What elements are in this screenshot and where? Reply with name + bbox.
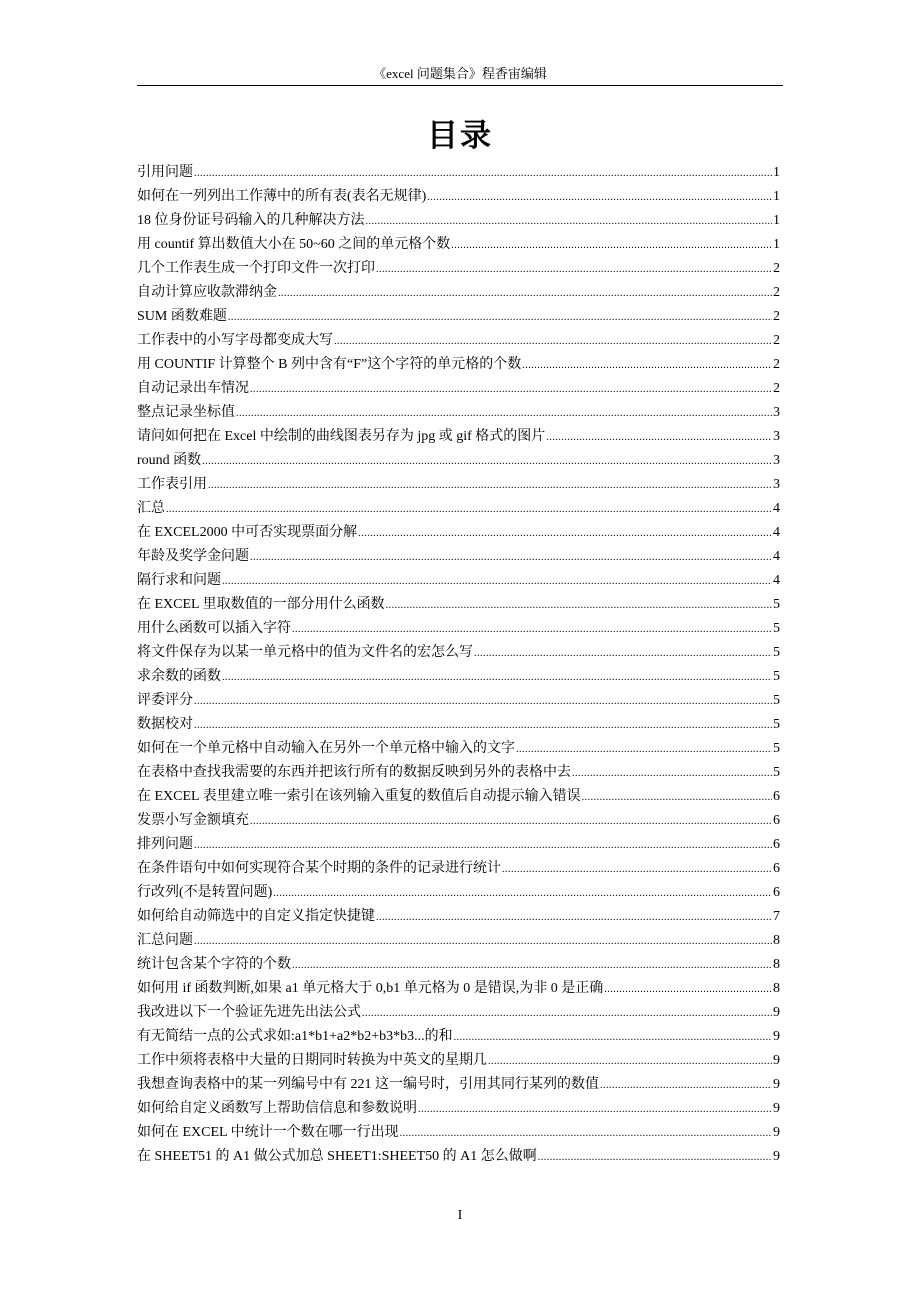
toc-dot-leader [194, 162, 772, 185]
toc-entry-title: 行改列(不是转置问题) [137, 885, 273, 900]
toc-entry-title: 用 COUNTIF 计算整个 B 列中含有“F”这个字符的单元格的个数 [137, 357, 522, 372]
toc-entry-title: 18 位身份证号码输入的几种解决方法 [137, 213, 365, 228]
toc-entry-title: 如何给自定义函数写上帮助信信息和参数说明 [137, 1101, 417, 1116]
toc-entry-page: 6 [773, 885, 780, 900]
toc-dot-leader [427, 186, 772, 209]
toc-entry-page: 6 [773, 789, 780, 804]
toc-entry-title: round 函数 [137, 453, 202, 468]
toc-entry-page: 9 [773, 1029, 780, 1044]
toc-entry-page: 4 [773, 549, 780, 564]
toc-entry[interactable] [137, 977, 780, 1001]
toc-entry[interactable] [137, 329, 780, 353]
toc-entry[interactable] [137, 737, 780, 761]
toc-entry[interactable] [137, 305, 780, 329]
toc-entry[interactable] [137, 449, 780, 473]
toc-entry[interactable] [137, 161, 780, 185]
toc-dot-leader [202, 450, 772, 473]
toc-dot-leader [386, 594, 772, 617]
toc-entry-title: 用 countif 算出数值大小在 50~60 之间的单元格个数 [137, 237, 451, 252]
toc-entry-title: 工作表中的小写字母都变成大写 [137, 333, 333, 348]
table-of-contents [137, 161, 780, 1169]
toc-dot-leader [400, 1122, 772, 1145]
toc-entry-title: 工作中须将表格中大量的日期同时转换为中英文的星期几 [137, 1053, 487, 1068]
toc-entry-page: 2 [773, 333, 780, 348]
toc-entry[interactable] [137, 473, 780, 497]
toc-dot-leader [228, 306, 772, 329]
toc-entry-page: 3 [773, 405, 780, 420]
toc-dot-leader [418, 1098, 772, 1121]
toc-dot-leader [166, 498, 772, 521]
toc-entry-title: 评委评分 [137, 693, 193, 708]
toc-entry-page: 8 [773, 933, 780, 948]
toc-entry[interactable] [137, 929, 780, 953]
toc-dot-leader [208, 474, 772, 497]
toc-entry-page: 5 [773, 597, 780, 612]
toc-dot-leader [273, 882, 772, 905]
toc-entry-title: 统计包含某个字符的个数 [137, 957, 291, 972]
toc-entry-title: 如何给自动筛选中的自定义指定快捷键 [137, 909, 375, 924]
toc-entry[interactable] [137, 665, 780, 689]
toc-entry-page: 9 [773, 1077, 780, 1092]
toc-entry-title: 在条件语句中如何实现符合某个时期的条件的记录进行统计 [137, 861, 501, 876]
toc-entry[interactable] [137, 1001, 780, 1025]
toc-dot-leader [600, 1074, 772, 1097]
toc-dot-leader [358, 522, 772, 545]
toc-dot-leader [250, 546, 772, 569]
toc-entry[interactable] [137, 1121, 780, 1145]
toc-entry-page: 2 [773, 357, 780, 372]
toc-dot-leader [292, 618, 772, 641]
toc-entry-page: 8 [773, 957, 780, 972]
toc-entry-page: 4 [773, 573, 780, 588]
toc-entry-page: 5 [773, 717, 780, 732]
toc-entry-title: 汇总问题 [137, 933, 193, 948]
toc-dot-leader [194, 690, 772, 713]
toc-entry[interactable] [137, 593, 780, 617]
footer-page-number: I [457, 1208, 463, 1223]
toc-entry-page: 3 [773, 477, 780, 492]
toc-entry[interactable] [137, 1145, 780, 1169]
toc-entry-title: 如何用 if 函数判断,如果 a1 单元格大于 0,b1 单元格为 0 是错误,为非 0 是正确 [137, 981, 604, 996]
running-header: 《excel 问题集合》程香宙编辑 [373, 66, 547, 81]
toc-dot-leader [366, 210, 773, 233]
toc-dot-leader [362, 1002, 772, 1025]
toc-entry-page: 6 [773, 813, 780, 828]
toc-entry-title: 发票小写金额填充 [137, 813, 249, 828]
toc-dot-leader [582, 786, 772, 809]
toc-entry[interactable] [137, 257, 780, 281]
toc-dot-leader [250, 810, 772, 833]
toc-entry[interactable] [137, 233, 780, 257]
toc-entry-title: 引用问题 [137, 165, 193, 180]
toc-entry-page: 1 [773, 213, 780, 228]
toc-entry-page: 8 [773, 981, 780, 996]
toc-entry-page: 1 [773, 237, 780, 252]
toc-entry-page: 9 [773, 1125, 780, 1140]
page-title: 目录 [427, 118, 493, 153]
toc-entry-page: 3 [773, 453, 780, 468]
toc-entry-page: 5 [773, 669, 780, 684]
toc-entry[interactable] [137, 809, 780, 833]
toc-dot-leader [474, 642, 772, 665]
toc-entry-page: 5 [773, 765, 780, 780]
toc-dot-leader [502, 858, 772, 881]
toc-entry[interactable] [137, 353, 780, 377]
toc-dot-leader [194, 834, 772, 857]
toc-entry[interactable] [137, 425, 780, 449]
toc-entry[interactable] [137, 857, 780, 881]
toc-entry[interactable] [137, 185, 780, 209]
toc-entry[interactable] [137, 833, 780, 857]
toc-entry-page: 7 [773, 909, 780, 924]
toc-entry-title: 有无简结一点的公式求如:a1*b1+a2*b2+b3*b3...的和 [137, 1029, 453, 1044]
toc-entry[interactable] [137, 521, 780, 545]
toc-entry-title: 排列问题 [137, 837, 193, 852]
toc-dot-leader [250, 378, 772, 401]
toc-entry-title: 隔行求和问题 [137, 573, 221, 588]
toc-entry-title: 几个工作表生成一个打印文件一次打印 [137, 261, 375, 276]
toc-entry[interactable] [137, 617, 780, 641]
toc-entry-title: 在 EXCEL 表里建立唯一索引在该列输入重复的数值后自动提示输入错误 [137, 789, 581, 804]
toc-entry[interactable] [137, 281, 780, 305]
toc-entry-page: 6 [773, 861, 780, 876]
toc-entry-title: 将文件保存为以某一单元格中的值为文件名的宏怎么写 [137, 645, 473, 660]
toc-entry-title: 在 SHEET51 的 A1 做公式加总 SHEET1:SHEET50 的 A1 怎么做啊 [137, 1149, 537, 1164]
toc-dot-leader [451, 234, 772, 257]
toc-dot-leader [572, 762, 772, 785]
toc-entry-title: 在 EXCEL2000 中可否实现票面分解 [137, 525, 358, 540]
toc-entry-page: 2 [773, 285, 780, 300]
toc-entry-page: 1 [773, 165, 780, 180]
toc-dot-leader [522, 354, 772, 377]
toc-dot-leader [222, 570, 772, 593]
toc-dot-leader [538, 1146, 772, 1169]
toc-entry[interactable] [137, 881, 780, 905]
toc-entry-title: SUM 函数难题 [137, 309, 227, 324]
toc-entry-title: 自动计算应收款滞纳金 [137, 285, 277, 300]
toc-entry[interactable] [137, 905, 780, 929]
toc-dot-leader [376, 906, 772, 929]
toc-dot-leader [334, 330, 772, 353]
toc-entry-title: 工作表引用 [137, 477, 207, 492]
toc-entry[interactable] [137, 545, 780, 569]
toc-dot-leader [222, 666, 772, 689]
toc-dot-leader [376, 258, 772, 281]
toc-entry-title: 数据校对 [137, 717, 193, 732]
toc-entry-title: 用什么函数可以插入字符 [137, 621, 291, 636]
toc-entry[interactable] [137, 1049, 780, 1073]
toc-entry[interactable] [137, 377, 780, 401]
toc-entry[interactable] [137, 1025, 780, 1049]
toc-entry-page: 9 [773, 1005, 780, 1020]
header-rule [137, 85, 783, 86]
toc-entry[interactable] [137, 689, 780, 713]
toc-entry-page: 9 [773, 1053, 780, 1068]
toc-entry[interactable] [137, 1073, 780, 1097]
toc-entry[interactable] [137, 569, 780, 593]
toc-dot-leader [236, 402, 772, 425]
toc-dot-leader [546, 426, 772, 449]
toc-entry[interactable] [137, 401, 780, 425]
toc-dot-leader [278, 282, 772, 305]
toc-entry-page: 4 [773, 525, 780, 540]
toc-entry-page: 9 [773, 1101, 780, 1116]
toc-dot-leader [194, 714, 772, 737]
toc-entry-page: 2 [773, 261, 780, 276]
toc-entry[interactable] [137, 785, 780, 809]
toc-entry-page: 5 [773, 621, 780, 636]
toc-entry-page: 6 [773, 837, 780, 852]
toc-entry-page: 9 [773, 1149, 780, 1164]
toc-entry-title: 汇总 [137, 501, 165, 516]
toc-entry-page: 5 [773, 741, 780, 756]
toc-entry[interactable] [137, 209, 780, 233]
toc-entry[interactable] [137, 497, 780, 521]
toc-entry-title: 我想查询表格中的某一列编号中有 221 这一编号时，引用其同行某列的数值 [137, 1077, 599, 1092]
toc-entry[interactable] [137, 953, 780, 977]
toc-entry-page: 3 [773, 429, 780, 444]
toc-entry-title: 如何在一列列出工作薄中的所有表(表名无规律) [137, 189, 427, 204]
toc-entry-title: 请问如何把在 Excel 中绘制的曲线图表另存为 jpg 或 gif 格式的图片 [137, 429, 546, 444]
toc-entry[interactable] [137, 713, 780, 737]
toc-entry[interactable] [137, 761, 780, 785]
toc-entry-page: 5 [773, 693, 780, 708]
toc-dot-leader [194, 930, 772, 953]
toc-entry-page: 1 [773, 189, 780, 204]
toc-dot-leader [516, 738, 772, 761]
toc-entry[interactable] [137, 641, 780, 665]
toc-entry-title: 整点记录坐标值 [137, 405, 235, 420]
toc-entry-title: 我改进以下一个验证先进先出法公式 [137, 1005, 361, 1020]
toc-entry-title: 在 EXCEL 里取数值的一部分用什么函数 [137, 597, 385, 612]
toc-entry-page: 5 [773, 645, 780, 660]
toc-entry-page: 4 [773, 501, 780, 516]
toc-entry-title: 在表格中查找我需要的东西并把该行所有的数据反映到另外的表格中去 [137, 765, 571, 780]
toc-dot-leader [488, 1050, 772, 1073]
toc-entry[interactable] [137, 1097, 780, 1121]
toc-entry-title: 年龄及奖学金问题 [137, 549, 249, 564]
toc-dot-leader [454, 1026, 772, 1049]
toc-entry-page: 2 [773, 309, 780, 324]
toc-entry-title: 自动记录出车情况 [137, 381, 249, 396]
toc-dot-leader [292, 954, 772, 977]
toc-entry-title: 如何在一个单元格中自动输入在另外一个单元格中输入的文字 [137, 741, 515, 756]
toc-entry-title: 如何在 EXCEL 中统计一个数在哪一行出现 [137, 1125, 399, 1140]
toc-entry-page: 2 [773, 381, 780, 396]
toc-entry-title: 求余数的函数 [137, 669, 221, 684]
toc-dot-leader [604, 978, 772, 1001]
